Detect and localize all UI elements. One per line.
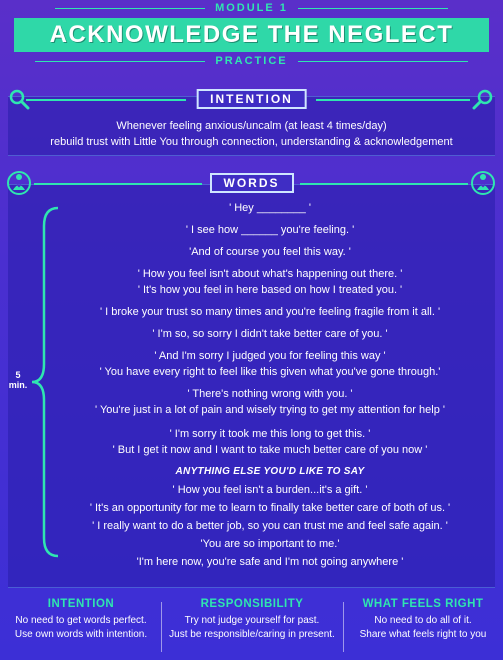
words-line: ' And I'm sorry I judged you for feeling this way ' [154, 350, 386, 362]
curly-brace [30, 206, 60, 558]
footer-intention [6, 598, 156, 642]
words-line: ' There's nothing wrong with you. ' [187, 388, 353, 400]
words-line: ' Hey ________ ' [229, 202, 311, 214]
words-line: 'I'm here now, you're safe and I'm not going anywhere ' [136, 556, 404, 568]
words-line: 'You are so important to me.' [200, 538, 340, 550]
practice-label: PRACTICE [0, 55, 503, 67]
words-line: ' But I get it now and I want to take much better care of you now ' [112, 444, 428, 456]
words-line: ' It's an opportunity for me to learn to finally take better care of both of us. ' [89, 502, 451, 514]
footer-intention-line-1: No need to get words perfect. [15, 615, 147, 626]
words-subheading: ANYTHING ELSE YOU'D LIKE TO SAY [175, 466, 365, 477]
magnifier-icon [8, 88, 30, 110]
words-line: 'And of course you feel this way. ' [189, 246, 351, 258]
words-line: ' I broke your trust so many times and you're feeling fragile from it all. ' [99, 306, 441, 318]
intention-rule-right [316, 99, 470, 101]
intention-description [0, 118, 503, 150]
footer-what-feels-right-line-1: No need to do all of it. [374, 615, 472, 626]
words-line: ' How you feel isn't about what's happening out there. ' [137, 268, 403, 280]
footer-divider [343, 602, 344, 652]
duration-label [3, 370, 33, 390]
footer-what-feels-right-line-2: Share what feels right to you [359, 629, 487, 640]
heart-figure-icon [470, 168, 496, 198]
footer-tips [0, 594, 503, 660]
footer-what-feels-right [348, 598, 498, 642]
intention-line-1: Whenever feeling anxious/uncalm (at least 4 times/day) [116, 120, 387, 132]
footer-responsibility [166, 598, 338, 642]
page-title: ACKNOWLEDGE THE NEGLECT [49, 21, 454, 48]
words-line: ' You have every right to feel like this given what you've gone through.' [99, 366, 441, 378]
footer-intention-line-2: Use own words with intention. [14, 629, 148, 640]
footer-intention-title: INTENTION [47, 598, 115, 610]
footer-what-feels-right-title: WHAT FEELS RIGHT [362, 598, 484, 610]
intention-line-2: rebuild trust with Little You through connection, understanding & acknowledgement [50, 136, 453, 148]
words-rule-right [300, 183, 468, 185]
words-heading: WORDS [210, 173, 294, 193]
title-banner [14, 18, 489, 52]
duration-number: 5 [15, 370, 21, 380]
words-line: ' You're just in a lot of pain and wisely trying to get my attention for help ' [95, 404, 445, 416]
intention-rule-left [26, 99, 186, 101]
words-line: ' It's how you feel in here based on how I treated you. ' [137, 284, 403, 296]
magnifier-icon [472, 88, 494, 110]
intention-heading: INTENTION [196, 89, 307, 109]
module-label: MODULE 1 [0, 2, 503, 14]
footer-responsibility-title: RESPONSIBILITY [200, 598, 304, 610]
heart-figure-icon [6, 168, 32, 198]
words-line: ' How you feel isn't a burden...it's a gift. ' [172, 484, 368, 496]
words-rule-left [34, 183, 202, 185]
words-line: ' I'm sorry it took me this long to get this. ' [169, 428, 371, 440]
words-line: ' I see how ______ you're feeling. ' [185, 224, 355, 236]
footer-responsibility-line-1: Try not judge yourself for past. [184, 615, 320, 626]
footer-divider [161, 602, 162, 652]
duration-unit: min. [8, 380, 28, 390]
words-line: ' I'm so, so sorry I didn't take better care of you. ' [152, 328, 388, 340]
footer-responsibility-line-2: Just be responsible/caring in present. [169, 629, 335, 640]
words-line: ' I really want to do a better job, so you can trust me and feel safe again. ' [92, 520, 448, 532]
